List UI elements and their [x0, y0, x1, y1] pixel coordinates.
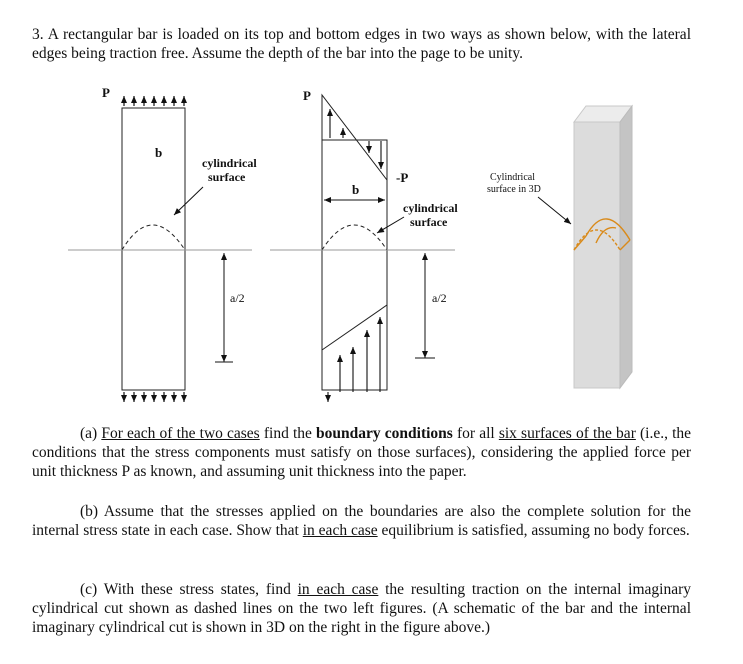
part-a-six-surfaces: six surfaces of the bar: [498, 425, 636, 442]
middle-cylindrical-cut: [322, 225, 387, 250]
bar-3d-side-face: [620, 106, 632, 388]
left-surface-label-2: surface: [208, 170, 246, 184]
problem-intro-text: A rectangular bar is loaded on its top and bottom edges in two ways as shown below, with the lateral edges being traction free. Assume the depth of the bar into the page to be unity.: [32, 26, 691, 62]
left-surface-pointer: [174, 187, 203, 215]
middle-load-label: P: [303, 88, 311, 103]
middle-height-dimension: [415, 253, 435, 358]
part-a-text-4: for all: [456, 425, 495, 442]
left-bottom-load-arrows: [124, 392, 184, 402]
left-bar-outline: [122, 108, 185, 390]
left-surface-label-1: cylindrical: [202, 156, 257, 170]
part-a: [32, 424, 691, 481]
part-c-each-case: in each case: [297, 581, 379, 598]
left-width-label: b: [155, 145, 163, 160]
part-a-boundary-conditions: boundary conditions: [316, 425, 453, 442]
bar-3d-front-face: [574, 122, 620, 388]
part-b-each-case: in each case: [302, 522, 378, 539]
part-b-text-3: equilibrium is satisfied, assuming no body forces.: [381, 522, 690, 539]
middle-bar-figure: [270, 88, 458, 402]
part-a-text-6: (i.e., the conditions that the stress components must satisfy on those surfaces), considering the applied force per unit thickness P as known, and assuming unit thickness into the paper.: [32, 425, 692, 480]
middle-bottom-load-triangle: [322, 305, 387, 390]
middle-width-label: b: [352, 182, 360, 197]
left-height-dimension: [215, 253, 233, 362]
part-b: [32, 502, 691, 540]
middle-surface-label-1: cylindrical: [403, 201, 458, 215]
bar-3d-label-1: Cylindrical: [490, 172, 535, 183]
part-c-text-1: (c) With these stress states, find: [80, 581, 291, 598]
left-load-label: P: [102, 85, 110, 100]
left-bar-figure: [68, 85, 257, 402]
problem-number: 3.: [32, 26, 44, 43]
middle-top-load-triangle: [322, 95, 387, 180]
middle-surface-pointer: [377, 217, 404, 233]
middle-bottom-load-arrows: [328, 317, 380, 402]
bar-3d-figure: [487, 106, 632, 388]
middle-neg-load-label: -P: [396, 170, 409, 185]
bar-3d-label-2: surface in 3D: [487, 184, 541, 195]
middle-height-label: a/2: [432, 291, 447, 305]
middle-surface-label-2: surface: [410, 215, 448, 229]
part-a-text-2: find the: [263, 425, 312, 442]
left-height-label: a/2: [230, 291, 245, 305]
part-a-each-case: For each of the two cases: [101, 425, 260, 442]
middle-bar-outline: [322, 140, 387, 390]
left-cylindrical-cut: [122, 225, 185, 250]
part-c-text-3: the resulting traction on the internal imaginary cylindrical cut shown as dashed lines on the two left figures. (A schematic of the bar and the internal imaginary cylindrical cut is shown in 3D on the right in the figure above.): [32, 581, 692, 636]
part-a-label: (a): [80, 425, 98, 442]
bar-3d-pointer: [538, 197, 571, 224]
left-top-load-arrows: [124, 96, 184, 106]
part-c: [32, 580, 691, 637]
part-b-text-1: (b) Assume that the stresses applied on the boundaries are also the complete solution for the internal stress state in each case. Show that: [32, 503, 691, 539]
